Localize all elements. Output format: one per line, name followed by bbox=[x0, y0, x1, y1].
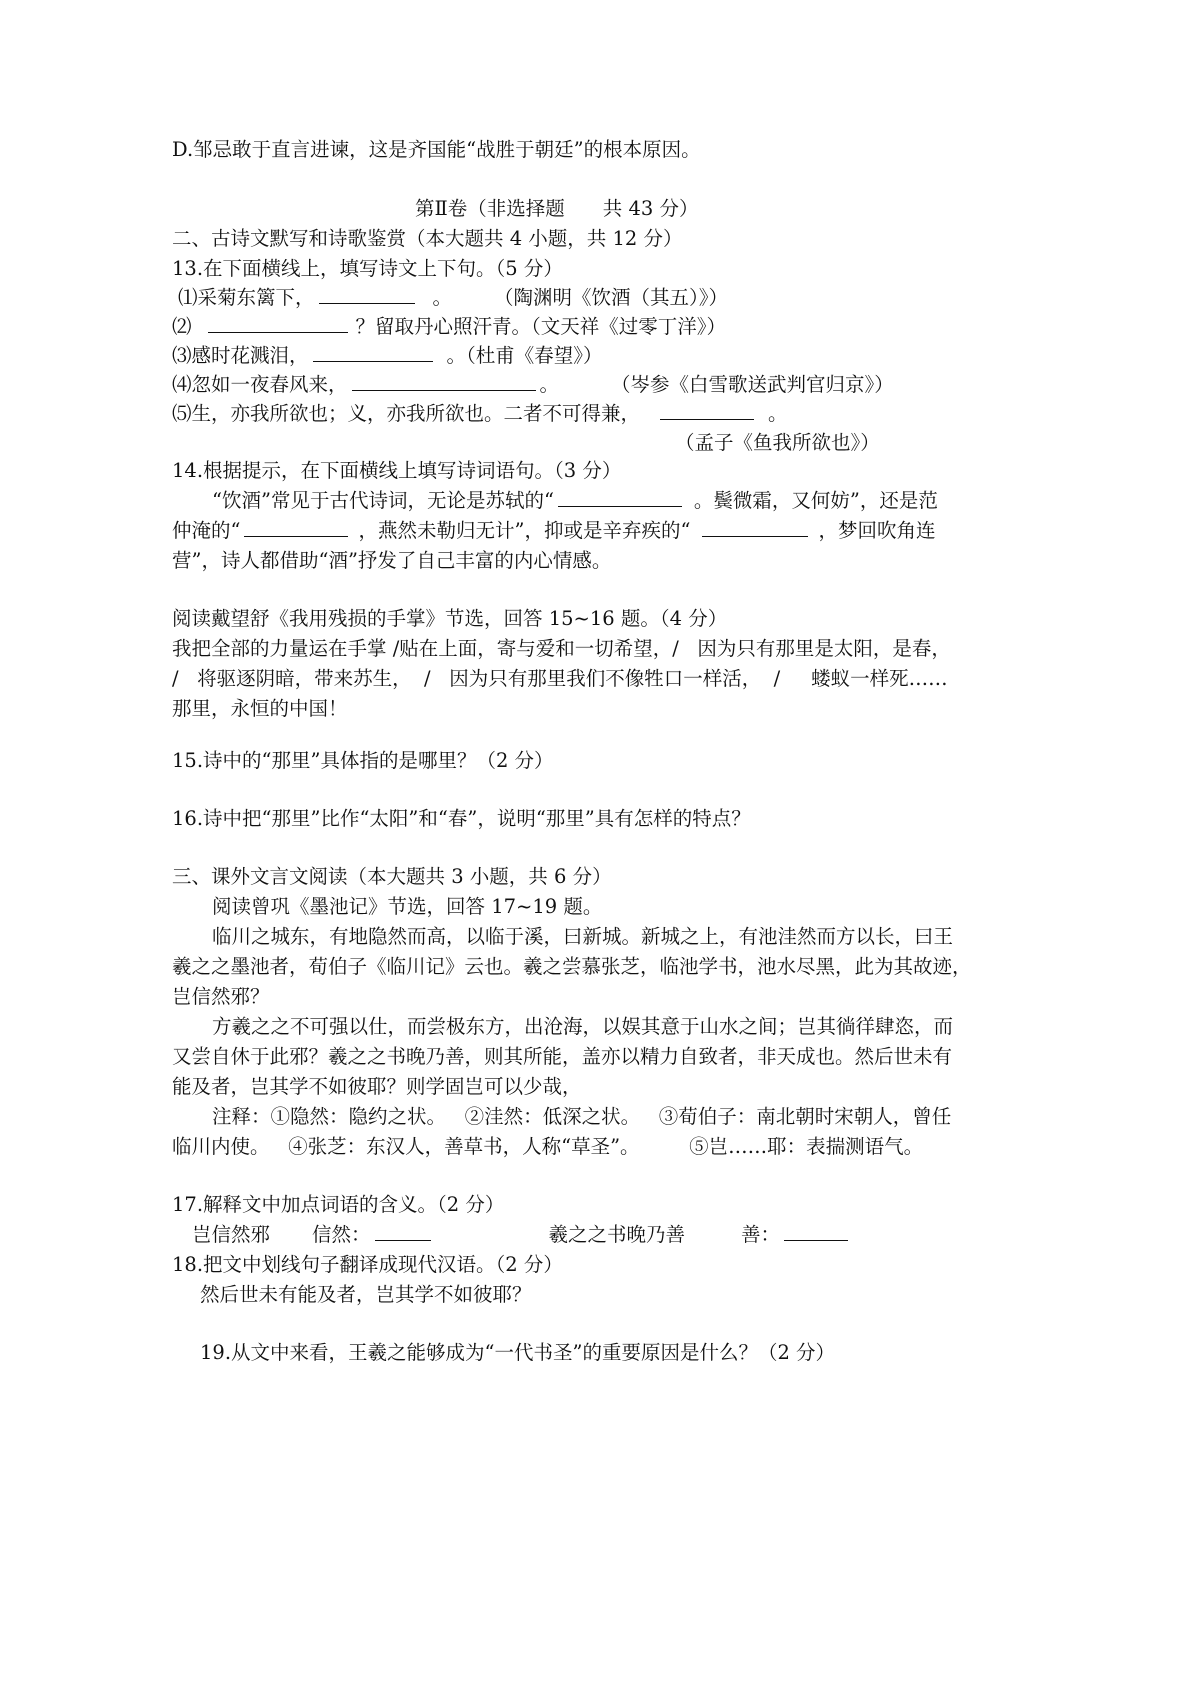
q19: 19.从文中来看，王羲之能够成为“一代书圣”的重要原因是什么？（2 分） bbox=[200, 1341, 836, 1364]
answer-blank[interactable] bbox=[375, 1222, 431, 1241]
part2-title-a: 第Ⅱ卷（非选择题 bbox=[415, 197, 565, 220]
q13-item-3 bbox=[172, 341, 603, 371]
answer-blank[interactable] bbox=[558, 488, 682, 507]
q13-item-4 bbox=[172, 370, 894, 400]
q13-item-2-post: ？留取丹心照汗青。（文天祥《过零丁洋》） bbox=[355, 315, 727, 338]
notes-line-2: 临川内使。 ④张芝：东汉人，善草书，人称“草圣”。 ⑤岂……耶：表揣测语气。 bbox=[172, 1135, 924, 1158]
part2-title-b: 共 43 分） bbox=[602, 197, 699, 220]
q13-stem: 13.在下面横线上，填写诗文上下句。（5 分） bbox=[172, 257, 563, 280]
section2-title: 二、古诗文默写和诗歌鉴赏（本大题共 4 小题，共 12 分） bbox=[172, 227, 683, 250]
q17-a-sentence: 岂信然邪 bbox=[192, 1223, 271, 1246]
q13-item-2-pre: ⑵ bbox=[172, 315, 192, 338]
classical-p2-line-2: 又尝自休于此邪？羲之之书晚乃善，则其所能，盖亦以精力自致者，非天成也。然后世未有 bbox=[172, 1045, 953, 1068]
q13-item-5 bbox=[172, 399, 788, 429]
q14-line-2-a: 仲淹的“ bbox=[172, 519, 241, 542]
q14-line-2-c: ，梦回吹角连 bbox=[818, 519, 936, 542]
answer-blank[interactable] bbox=[244, 518, 348, 537]
q18-stem: 18.把文中划线句子翻译成现代汉语。（2 分） bbox=[172, 1253, 563, 1276]
poem-line-2: / 将驱逐阴暗，带来苏生， / 因为只有那里我们不像牲口一样活， / 蝼蚁一样死…… bbox=[172, 667, 948, 690]
option-d: D.邹忌敢于直言进谏，这是齐国能“战胜于朝廷”的根本原因。 bbox=[172, 138, 701, 161]
q13-item-1-post: 。 bbox=[432, 286, 453, 309]
answer-blank[interactable] bbox=[660, 401, 754, 420]
q13-item-4-pre: ⑷忽如一夜春风来， bbox=[172, 373, 348, 396]
q13-item-1 bbox=[178, 283, 728, 313]
answer-blank[interactable] bbox=[784, 1222, 848, 1241]
classical-p1-line-1: 临川之城东，有地隐然而高，以临于溪，曰新城。新城之上，有池洼然而方以长，曰王 bbox=[212, 925, 954, 948]
q13-item-4-post: 。 bbox=[539, 373, 560, 396]
q18-sentence: 然后世未有能及者，岂其学不如彼耶？ bbox=[200, 1283, 532, 1306]
answer-blank[interactable] bbox=[702, 518, 808, 537]
answer-blank[interactable] bbox=[319, 285, 415, 304]
q14-line-1-b: 。鬓微霜，又何妨”，还是范 bbox=[693, 489, 938, 512]
q16: 16.诗中把“那里”比作“太阳”和“春”，说明“那里”具有怎样的特点？ bbox=[172, 807, 751, 830]
part2-title bbox=[415, 194, 698, 224]
q14-line-3: 营”，诗人都借助“酒”抒发了自己丰富的内心情感。 bbox=[172, 549, 612, 572]
answer-blank[interactable] bbox=[352, 372, 536, 391]
classical-p1-line-3: 岂信然邪？ bbox=[172, 985, 270, 1008]
q14-stem: 14.根据提示，在下面横线上填写诗词语句。（3 分） bbox=[172, 459, 622, 482]
section3-title: 三、课外文言文阅读（本大题共 3 小题，共 6 分） bbox=[172, 865, 612, 888]
classical-intro: 阅读曾巩《墨池记》节选，回答 17~19 题。 bbox=[212, 895, 603, 918]
poem-line-3: 那里，永恒的中国！ bbox=[172, 697, 348, 720]
q13-item-1-pre: ⑴采菊东篱下， bbox=[178, 286, 315, 309]
classical-p2-line-1: 方羲之之不可强以仕，而尝极东方，出沧海，以娱其意于山水之间；岂其徜徉肆恣，而 bbox=[212, 1015, 954, 1038]
q14-line-1 bbox=[172, 486, 938, 516]
q13-item-1-source: （陶渊明《饮酒（其五）》） bbox=[494, 286, 729, 309]
notes-line-1: 注释：①隐然：隐约之状。 ②洼然：低深之状。 ③荀伯子：南北朝时宋朝人，曾任 bbox=[212, 1105, 952, 1128]
classical-p2-line-3: 能及者，岂其学不如彼耶？则学固岂可以少哉， bbox=[172, 1075, 582, 1098]
q17-a-word: 信然： bbox=[312, 1223, 371, 1246]
answer-blank[interactable] bbox=[313, 343, 433, 362]
q13-item-3-pre: ⑶感时花溅泪， bbox=[172, 344, 309, 367]
answer-blank[interactable] bbox=[208, 314, 348, 333]
q13-item-5-pre: ⑸生，亦我所欲也；义，亦我所欲也。二者不可得兼， bbox=[172, 402, 641, 425]
q15: 15.诗中的“那里”具体指的是哪里？（2 分） bbox=[172, 749, 554, 772]
q14-line-2 bbox=[172, 516, 935, 546]
q14-line-2-b: ，燕然未勒归无计”，抑或是辛弃疾的“ bbox=[358, 519, 691, 542]
q17-b-sentence: 羲之之书晚乃善 bbox=[548, 1223, 686, 1246]
poem-intro: 阅读戴望舒《我用残损的手掌》节选，回答 15~16 题。（4 分） bbox=[172, 607, 728, 630]
q13-item-5-source: （孟子《鱼我所欲也》） bbox=[675, 431, 880, 454]
q17-stem: 17.解释文中加点词语的含义。（2 分） bbox=[172, 1193, 505, 1216]
q13-item-2 bbox=[172, 312, 726, 342]
q13-item-3-post: 。（杜甫《春望》） bbox=[446, 344, 603, 367]
classical-p1-line-2: 羲之之墨池者，荀伯子《临川记》云也。羲之尝慕张芝，临池学书，池水尽黑，此为其故迹， bbox=[172, 955, 972, 978]
q13-item-5-post: 。 bbox=[768, 402, 788, 425]
poem-line-1: 我把全部的力量运在手掌 /贴在上面，寄与爱和一切希望，/ 因为只有那里是太阳，是春， bbox=[172, 637, 951, 660]
q17-b-word: 善： bbox=[741, 1223, 781, 1246]
q17-line bbox=[192, 1220, 852, 1250]
q14-line-1-a: “饮酒”常见于古代诗词，无论是苏轼的“ bbox=[212, 489, 554, 512]
q13-item-4-source: （岑参《白雪歌送武判官归京》） bbox=[611, 373, 894, 396]
